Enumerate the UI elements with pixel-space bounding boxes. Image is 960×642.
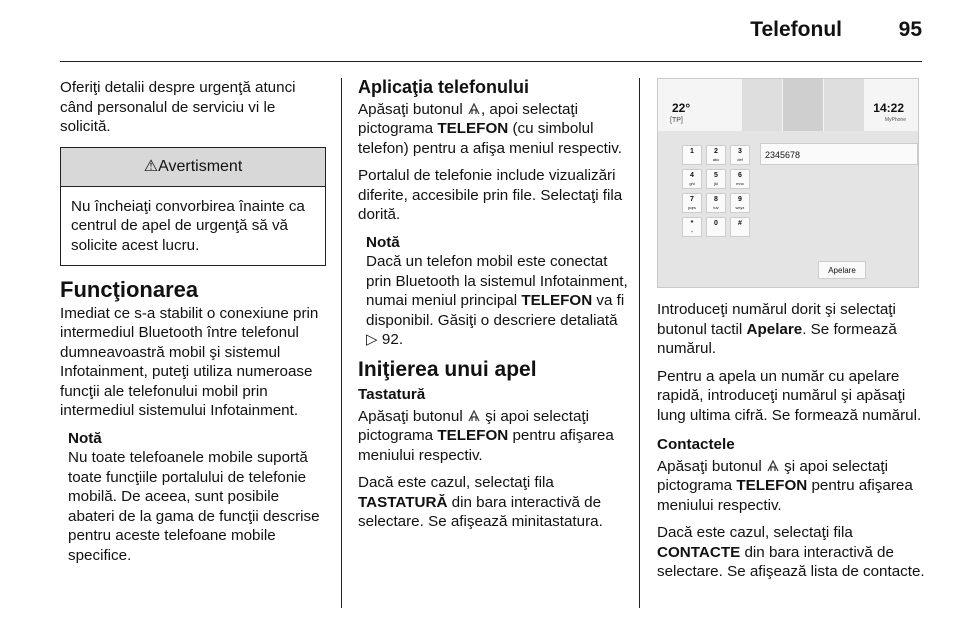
warning-icon: ⚠ (143, 157, 159, 175)
text-run: Apăsaţi butonul (358, 100, 467, 118)
call-button: Apelare (818, 261, 866, 279)
keypad-key-digit: 9 (738, 196, 742, 203)
dial-number-field: 2345678 (760, 143, 918, 165)
text-run: Introduceţi numărul dorit şi selectaţi butonul tactil (657, 301, 896, 338)
home-icon (766, 459, 780, 473)
warning-box (60, 147, 326, 267)
temperature: 22° (672, 101, 691, 115)
app-paragraph-2: Portalul de telefonie include vizualizări diferite, accesibile prin file. Selectaţi fila dorită. (358, 167, 623, 223)
note-text (366, 252, 628, 350)
call-title: Iniţierea unui apel (358, 357, 537, 381)
header-rule (60, 61, 922, 62)
keypad-paragraph-1 (358, 407, 628, 466)
text-run: va fi disponibil. Găsiţi o descriere detaliată (366, 292, 625, 329)
page-ref[interactable]: 92. (381, 331, 404, 348)
text-run: Dacă este cazul, selectaţi fila (657, 524, 853, 541)
text-run: TELEFON (521, 292, 593, 309)
text-run: Apăsaţi butonul (657, 457, 766, 475)
column-divider (341, 78, 342, 608)
column-divider (639, 78, 640, 608)
text-run: CONTACTE (657, 543, 741, 561)
text-run: din bara interactivă de selectare. Se afişează lista de contacte. (657, 543, 925, 580)
text-run: şi apoi selectaţi pictograma (358, 407, 589, 444)
keypad-key (706, 193, 726, 213)
column-3 (657, 300, 927, 590)
keypad-key-letters: def (737, 157, 743, 162)
keypad-key-digit: 0 (714, 220, 718, 227)
section-text: Imediat ce s-a stabilit o conexiune prin intermediul Bluetooth între telefonul dumneavoastră mobil şi sistemul Infotainment, puteţi utiliza numeroase funcţii ale telefonului mobil prin intermediul sistemului Infotainment. (60, 304, 319, 419)
tp-indicator: [TP] (670, 117, 683, 124)
keypad-key-digit: # (738, 220, 742, 227)
keypad-key-letters: pqrs (688, 205, 696, 210)
text-run: pentru afişarea meniului respectiv. (657, 477, 913, 514)
page-header (0, 0, 960, 62)
home-icon (467, 409, 481, 423)
screen-keypad-area (658, 131, 918, 288)
text-run: Apelare (746, 320, 803, 338)
keypad-key-letters: + (690, 229, 694, 234)
keypad-key-letters: wxyz (735, 205, 745, 210)
keypad-key-letters: tuv (713, 205, 719, 210)
dial-paragraph-1 (657, 300, 927, 359)
contacts-title: Contactele (657, 436, 735, 453)
keypad-paragraph-2 (358, 473, 628, 532)
warning-title: Avertisment (158, 157, 243, 175)
warning-header (61, 148, 325, 187)
infotainment-screen-image (657, 78, 919, 288)
keypad-key-letters: mno (736, 181, 744, 186)
keypad-key (682, 169, 702, 189)
text-run: TELEFON (437, 120, 509, 137)
contacts-paragraph-1 (657, 457, 927, 516)
page-ref-arrow-icon: ▷ (366, 331, 378, 348)
text-run: şi apoi selectaţi pictograma (657, 457, 888, 494)
keypad-key (706, 169, 726, 189)
contacts-paragraph-2 (657, 523, 927, 582)
screen-tab-nav (742, 79, 783, 131)
note-text: Nu toate telefoanele mobile suportă toate funcţiile portalului de telefonie mobilă. De aceea, sunt posibile abateri de la gama de funcţii descrise pentru aceste telefoane mobile specifice. (68, 449, 320, 564)
note-block (60, 429, 326, 566)
home-icon (467, 102, 481, 116)
text-run: Dacă un telefon mobil este conectat prin Bluetooth la sistemul Infotainment, numai meniul principal (366, 253, 628, 309)
keypad-key-letters: ghi (689, 181, 695, 186)
section-title: Funcţionarea (60, 277, 199, 302)
keypad-key (706, 145, 726, 165)
keypad-key-digit: 2 (714, 148, 718, 155)
screen-status-bar (658, 79, 918, 131)
keypad-key (730, 217, 750, 237)
note-block (358, 233, 628, 350)
keypad-key (730, 145, 750, 165)
app-title: Aplicaţia telefonului (358, 77, 530, 97)
keypad-key-digit: 3 (738, 148, 742, 155)
text-run: (cu simbolul telefon) pentru a afişa meniul respectiv. (358, 120, 622, 157)
keypad-title: Tastatură (358, 386, 426, 403)
warning-text: Nu încheiaţi convorbirea înainte ca centrul de apel de urgenţă să vă solicite acest lucru. (71, 197, 305, 254)
dial-paragraph-2: Pentru a apela un număr cu apelare rapidă, introduceţi numărul şi apăsaţi lung ultima cifră. Se formează numărul. (657, 367, 922, 424)
text-run: . Se formează numărul. (657, 320, 897, 357)
keypad-key-digit: 5 (714, 172, 718, 179)
page-title: Telefonul (750, 18, 842, 41)
keypad-key-letters: abc (712, 157, 720, 162)
keypad-key (682, 193, 702, 213)
keypad-key (730, 193, 750, 213)
note-title: Notă (68, 429, 102, 447)
text-run: din bara interactivă de selectare. Se afişează minitastatura. (358, 493, 603, 530)
text-run: Apăsaţi butonul (358, 407, 467, 425)
note-title: Notă (366, 233, 400, 251)
text-run: TELEFON (437, 427, 509, 444)
app-paragraph-1 (358, 100, 628, 159)
keypad-key-letters: jkl (714, 181, 718, 186)
column-2 (358, 78, 628, 540)
keypad-key-digit: * (690, 220, 694, 227)
text-run: , apoi selectaţi pictograma (358, 100, 579, 137)
keypad-key (682, 217, 702, 237)
keypad-key-digit: 4 (690, 172, 694, 179)
page-number: 95 (898, 18, 922, 41)
text-run: Dacă este cazul, selectaţi fila (358, 474, 554, 491)
text-run: pentru afişarea meniului respectiv. (358, 427, 614, 464)
screen-tab-phone (783, 79, 824, 131)
clock: 14:22 (873, 101, 904, 115)
column-1 (60, 78, 326, 565)
screen-tab-info (824, 79, 865, 131)
text-run: TELEFON (736, 477, 808, 494)
text-run: TASTATURĂ (358, 493, 448, 511)
keypad-key (706, 217, 726, 237)
keypad-key (682, 145, 702, 165)
phone-name: MyPhone (884, 117, 906, 123)
keypad-key-digit: 6 (738, 172, 742, 179)
keypad-key (730, 169, 750, 189)
keypad-key-digit: 1 (690, 148, 694, 155)
keypad-key-digit: 8 (714, 196, 718, 203)
keypad-key-digit: 7 (690, 196, 694, 203)
intro-text: Oferiţi detalii despre urgenţă atunci când personalul de serviciu vi le solicită. (60, 79, 296, 135)
